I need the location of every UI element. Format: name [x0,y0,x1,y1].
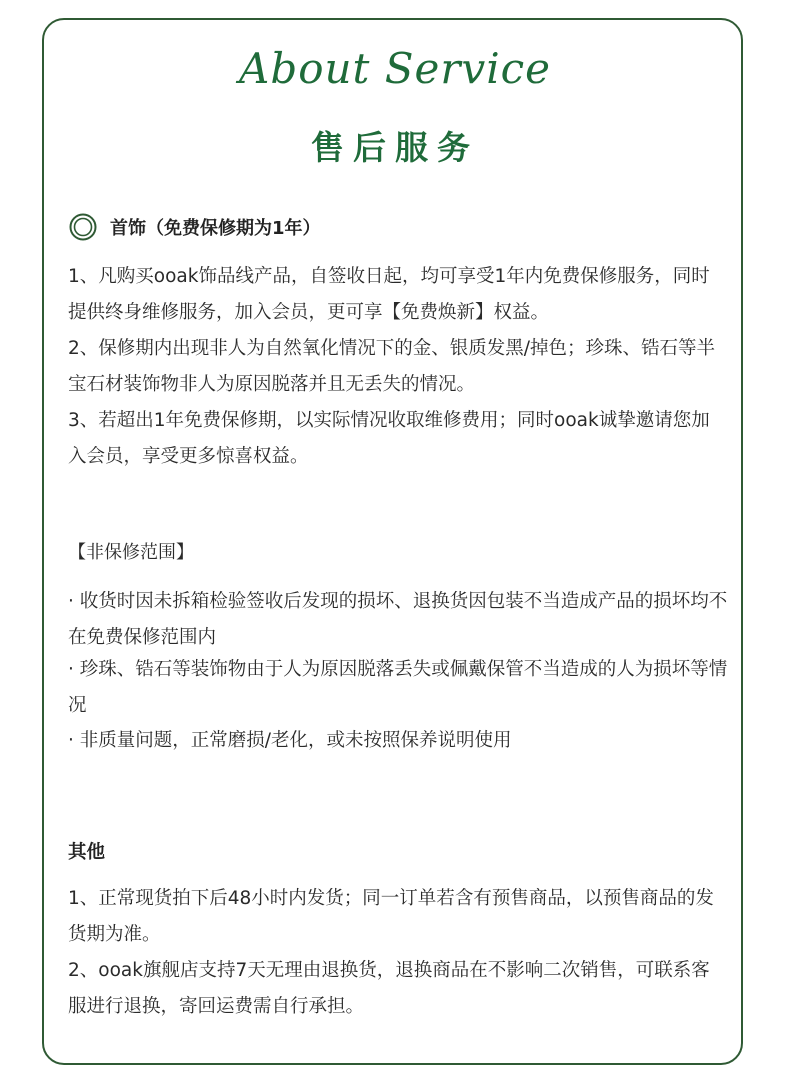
non-warranty-item-1: · 收货时因未拆箱检验签收后发现的损坏、退换货因包装不当造成产品的损坏均不在免费保修范围内 [68,591,728,648]
page-title: 售后服务 [311,128,479,167]
non-warranty-item-2: · 珍珠、锆石等装饰物由于人为原因脱落丢失或佩戴保管不当造成的人为损坏等情况 [68,659,728,716]
non-warranty-heading: 【非保修范围】 [68,542,194,563]
other-item-1: 1、正常现货拍下后48小时内发货；同一订单若含有预售商品，以预售商品的发货期为准。 [68,888,714,945]
jewelry-heading-text: 首饰（免费保修期为1年） [110,218,321,239]
non-warranty-item-3: · 非质量问题，正常磨损/老化，或未按照保养说明使用 [68,730,512,751]
jewelry-item-1: 1、凡购买ooak饰品线产品，自签收日起，均可享受1年内免费保修服务，同时提供终身维修服务，加入会员，更可享【免费焕新】权益。 [68,266,710,323]
script-title: About Service [238,44,552,93]
jewelry-section-heading [68,212,321,242]
other-heading: 其他 [68,842,106,863]
ring-icon [68,212,98,242]
other-item-2: 2、ooak旗舰店支持7天无理由退换货，退换商品在不影响二次销售，可联系客服进行退换，寄回运费需自行承担。 [68,960,710,1017]
jewelry-item-3: 3、若超出1年免费保修期，以实际情况收取维修费用；同时ooak诚挚邀请您加入会员，享受更多惊喜权益。 [68,410,710,467]
jewelry-item-2: 2、保修期内出现非人为自然氧化情况下的金、银质发黑/掉色；珍珠、锆石等半宝石材装饰物非人为原因脱落并且无丢失的情况。 [68,338,716,395]
